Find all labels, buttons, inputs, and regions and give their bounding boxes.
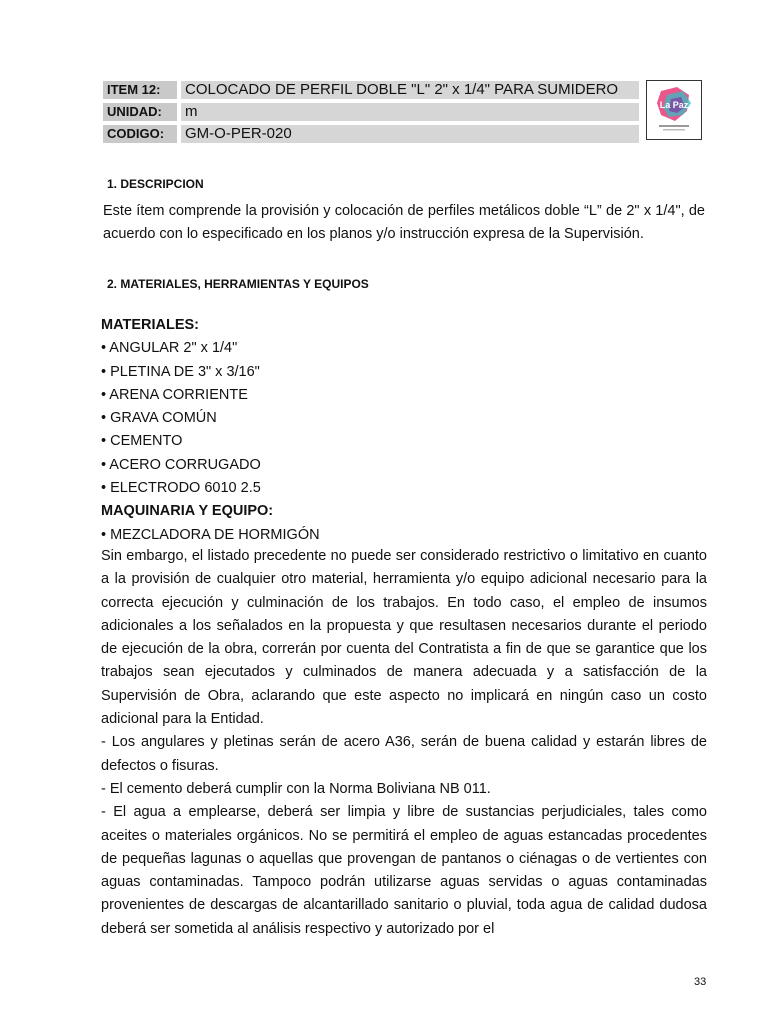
equipment-title: MAQUINARIA Y EQUIPO: xyxy=(101,503,274,520)
unit-value: m xyxy=(181,103,639,121)
specifications-body xyxy=(101,545,707,941)
list-item: • ANGULAR 2" x 1/4" xyxy=(101,340,238,357)
description-paragraph: Este ítem comprende la provisión y colocación de perfiles metálicos doble “L” de 2" x 1/4", de acuerdo con lo especificado en los planos y/o instrucción expresa de la Supervisión. xyxy=(103,203,705,243)
header-row-unit xyxy=(103,103,639,121)
list-item: • ARENA CORRIENTE xyxy=(101,386,248,403)
logo-icon xyxy=(647,81,701,139)
code-label: CODIGO: xyxy=(103,125,177,143)
logo-text: La Paz xyxy=(659,100,689,110)
agua-paragraph: - El agua a emplearse, deberá ser limpia y libre de sustancias perjudiciales, tales como aceites o materiales orgánicos. No se permitirá el empleo de aguas estancadas procedentes de pequeñas lagunas o aquellas que provengan de pantanos o ciénagas o de vertientes con aguas contaminadas. Tampoco podrán utilizarse aguas servidas o aguas contaminadas provenientes de descargas de alcantarillado sanitario o pluvial, toda agua de calidad dudosa deberá ser sometida al análisis respectivo y autorizado por el xyxy=(101,804,707,937)
section-heading-descripcion: 1. DESCRIPCION xyxy=(107,177,204,191)
item-label: ITEM 12: xyxy=(103,81,177,99)
materials-title: MATERIALES: xyxy=(101,317,200,333)
unit-label: UNIDAD: xyxy=(103,103,177,121)
item-header-table xyxy=(103,81,639,143)
materials-list-block xyxy=(101,314,707,547)
list-item: • ACERO CORRUGADO xyxy=(101,456,261,473)
la-paz-logo xyxy=(646,80,702,140)
item-title: COLOCADO DE PERFIL DOBLE "L" 2" x 1/4" PARA SUMIDERO xyxy=(181,81,639,99)
angulares-paragraph: - Los angulares y pletinas serán de acero A36, serán de buena calidad y estarán libres de defectos o fisuras. xyxy=(101,734,707,774)
restrictive-note-paragraph: Sin embargo, el listado precedente no puede ser considerado restrictivo o limitativo en cuanto a la provisión de cualquier otro material, herramienta y/o equipo adicional necesario para la correcta ejecución y culminación de los trabajos. En todo caso, el empleo de insumos adicionales a los señalados en la propuesta y que resultasen necesarios durante el periodo de ejecución de la obra, correrán por cuenta del Contratista a fin de que se garantice que los trabajos sean ejecutados y culminados de manera adecuada y a satisfacción de la Supervisión de Obra, aclarando que este aspecto no implicará en ningún caso un costo adicional para la Entidad. xyxy=(101,548,707,728)
list-item: • MEZCLADORA DE HORMIGÓN xyxy=(101,526,320,543)
list-item: • ELECTRODO 6010 2.5 xyxy=(101,480,261,497)
list-item: • PLETINA DE 3" x 3/16" xyxy=(101,363,260,380)
section-heading-materiales: 2. MATERIALES, HERRAMIENTAS Y EQUIPOS xyxy=(107,277,369,291)
code-value: GM-O-PER-020 xyxy=(181,125,639,143)
cemento-paragraph: - El cemento deberá cumplir con la Norma Boliviana NB 011. xyxy=(101,780,491,797)
list-item: • GRAVA COMÚN xyxy=(101,410,217,427)
header-row-item xyxy=(103,81,639,99)
list-item: • CEMENTO xyxy=(101,433,183,450)
page-number: 33 xyxy=(694,976,707,988)
header-row-code xyxy=(103,125,639,143)
